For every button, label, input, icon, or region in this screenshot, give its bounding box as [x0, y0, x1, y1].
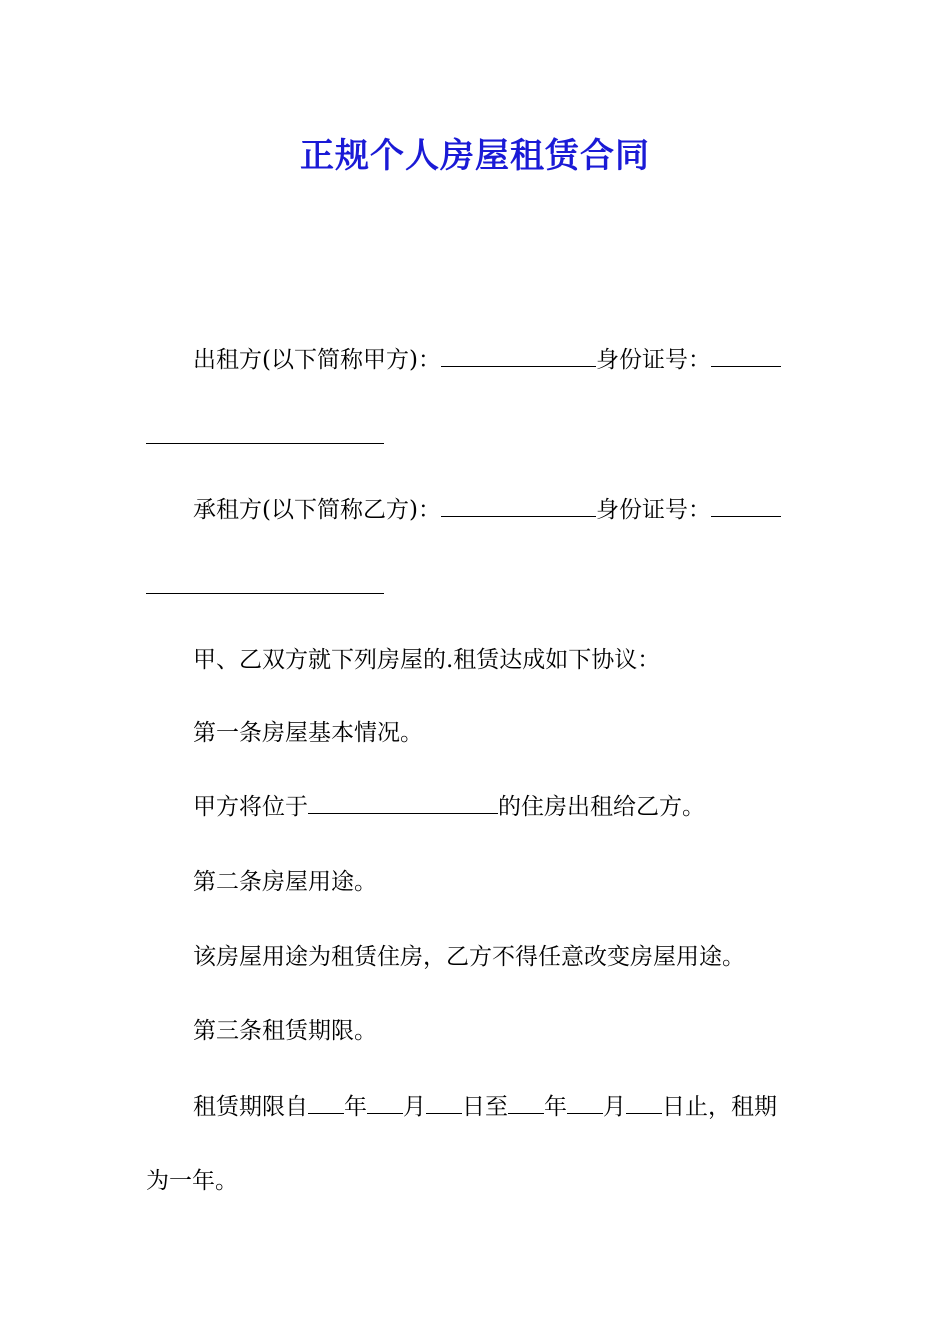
end-year-blank	[508, 1093, 544, 1114]
party-a-line	[193, 345, 781, 375]
start-day-to-label: 日至	[462, 1094, 508, 1120]
party-b-label: 承租方(以下简称乙方)：	[193, 497, 441, 523]
intro-paragraph: 甲、乙双方就下列房屋的.租赁达成如下协议：	[193, 647, 661, 673]
end-day-label: 日止，租期	[662, 1094, 777, 1120]
start-month-blank	[367, 1093, 403, 1114]
article1-text	[193, 792, 705, 822]
end-month-label: 月	[603, 1094, 626, 1120]
party-b-name-blank	[441, 496, 596, 517]
article3-heading: 第三条租赁期限。	[193, 1018, 377, 1044]
start-day-blank	[426, 1093, 462, 1114]
end-month-blank	[567, 1093, 603, 1114]
article2-heading: 第二条房屋用途。	[193, 869, 377, 895]
party-a-id-blank	[711, 346, 781, 367]
party-b-id-label: 身份证号：	[595, 497, 711, 523]
lease-start-prefix: 租赁期限自	[193, 1094, 308, 1120]
party-b-line	[193, 495, 781, 525]
end-day-blank	[626, 1093, 662, 1114]
start-month-label: 月	[403, 1094, 426, 1120]
article2-text: 该房屋用途为租赁住房，乙方不得任意改变房屋用途。	[193, 944, 745, 970]
end-year-label: 年	[544, 1094, 567, 1120]
party-b-id-continuation-rule	[146, 593, 384, 594]
party-a-id-label: 身份证号：	[595, 347, 711, 373]
party-a-label: 出租方(以下简称甲方)：	[193, 347, 441, 373]
party-a-name-blank	[441, 346, 596, 367]
document-title: 正规个人房屋租赁合同	[300, 136, 650, 176]
party-b-id-blank	[711, 496, 781, 517]
party-a-id-continuation-rule	[146, 443, 384, 444]
article3-continuation: 为一年。	[146, 1168, 238, 1194]
article1-text-after: 的住房出租给乙方。	[498, 794, 705, 820]
property-address-blank	[308, 793, 498, 814]
start-year-blank	[308, 1093, 344, 1114]
article1-heading: 第一条房屋基本情况。	[193, 720, 423, 746]
article3-text	[193, 1092, 777, 1122]
start-year-label: 年	[344, 1094, 367, 1120]
article1-text-before: 甲方将位于	[193, 794, 308, 820]
